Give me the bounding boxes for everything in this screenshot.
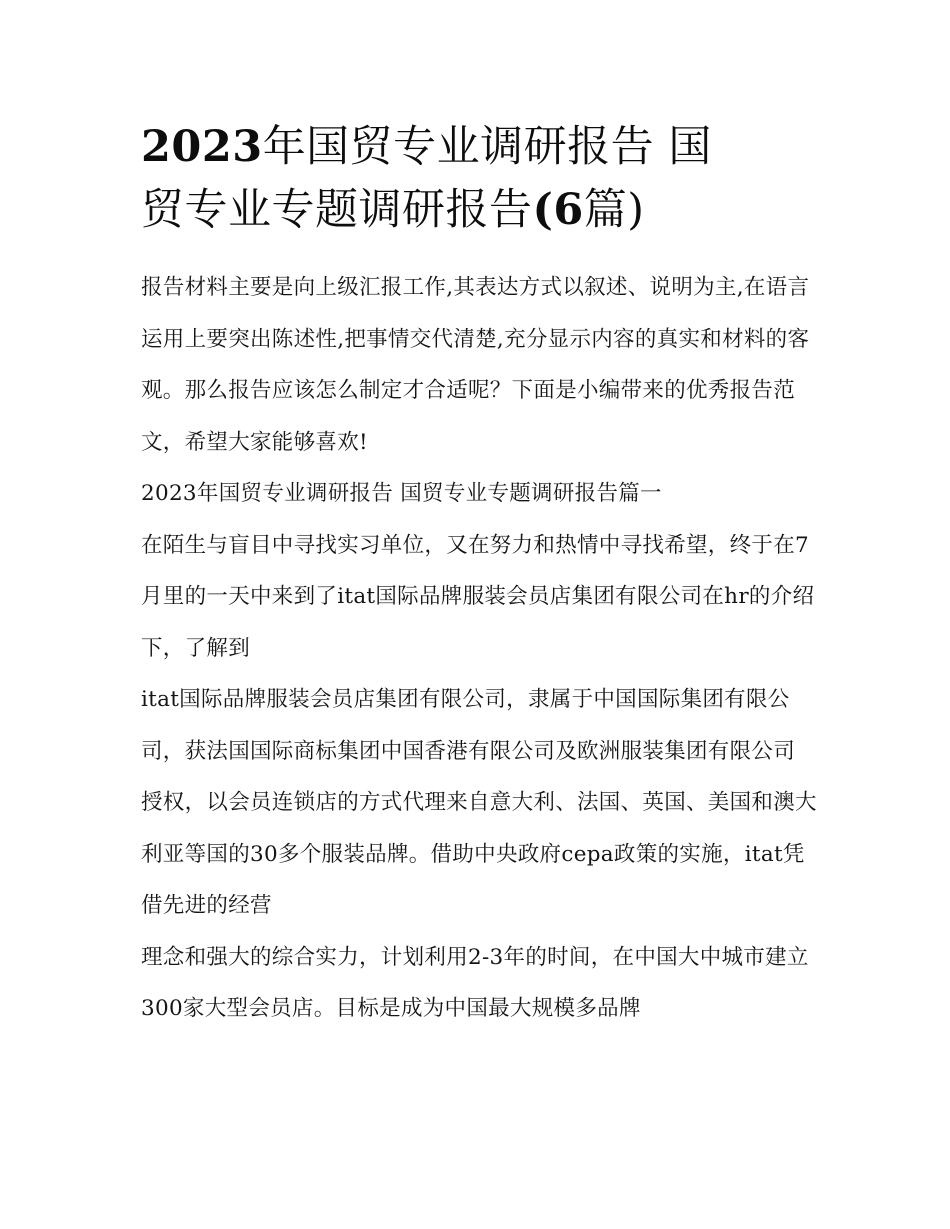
title-line2-end: 篇) [583, 185, 645, 235]
title-count: (6 [532, 185, 584, 235]
title-line2-text: 贸专业专题调研报告 [141, 185, 533, 235]
section-heading: 2023年国贸专业调研报告 国贸专业专题调研报告篇一 [141, 481, 662, 506]
body-paragraph: 在陌生与盲目中寻找实习单位，又在努力和热情中寻找希望，终于在7月里的一天中来到了itat国际品牌服装会员店集团有限公司在hr的介绍下，了解到 [141, 532, 815, 661]
body-paragraph: 理念和强大的综合实力，计划利用2-3年的时间，在中国大中城市建立300家大型会员店。目标是成为中国最大规模多品牌 [141, 944, 809, 1021]
title-line1-text: 年国贸专业调研报告 国 [262, 122, 712, 172]
body-paragraph: itat国际品牌服装会员店集团有限公司，隶属于中国国际集团有限公司，获法国国际商标集团中国香港有限公司及欧洲服装集团有限公司 [141, 687, 796, 764]
document-title [141, 116, 821, 242]
body-paragraph: 授权，以会员连锁店的方式代理来自意大利、法国、英国、美国和澳大利亚等国的30多个服装品牌。借助中央政府cepa政策的实施，itat凭借先进的经营 [141, 790, 817, 918]
document-page [141, 116, 821, 1035]
intro-paragraph: 报告材料主要是向上级汇报工作,其表达方式以叙述、说明为主,在语言运用上要突出陈述性,把事情交代清楚,充分显示内容的真实和材料的客观。那么报告应该怎么制定才合适呢？下面是小编带来的优秀报告范文，希望大家能够喜欢! [141, 275, 810, 455]
title-year: 2023 [141, 122, 263, 172]
